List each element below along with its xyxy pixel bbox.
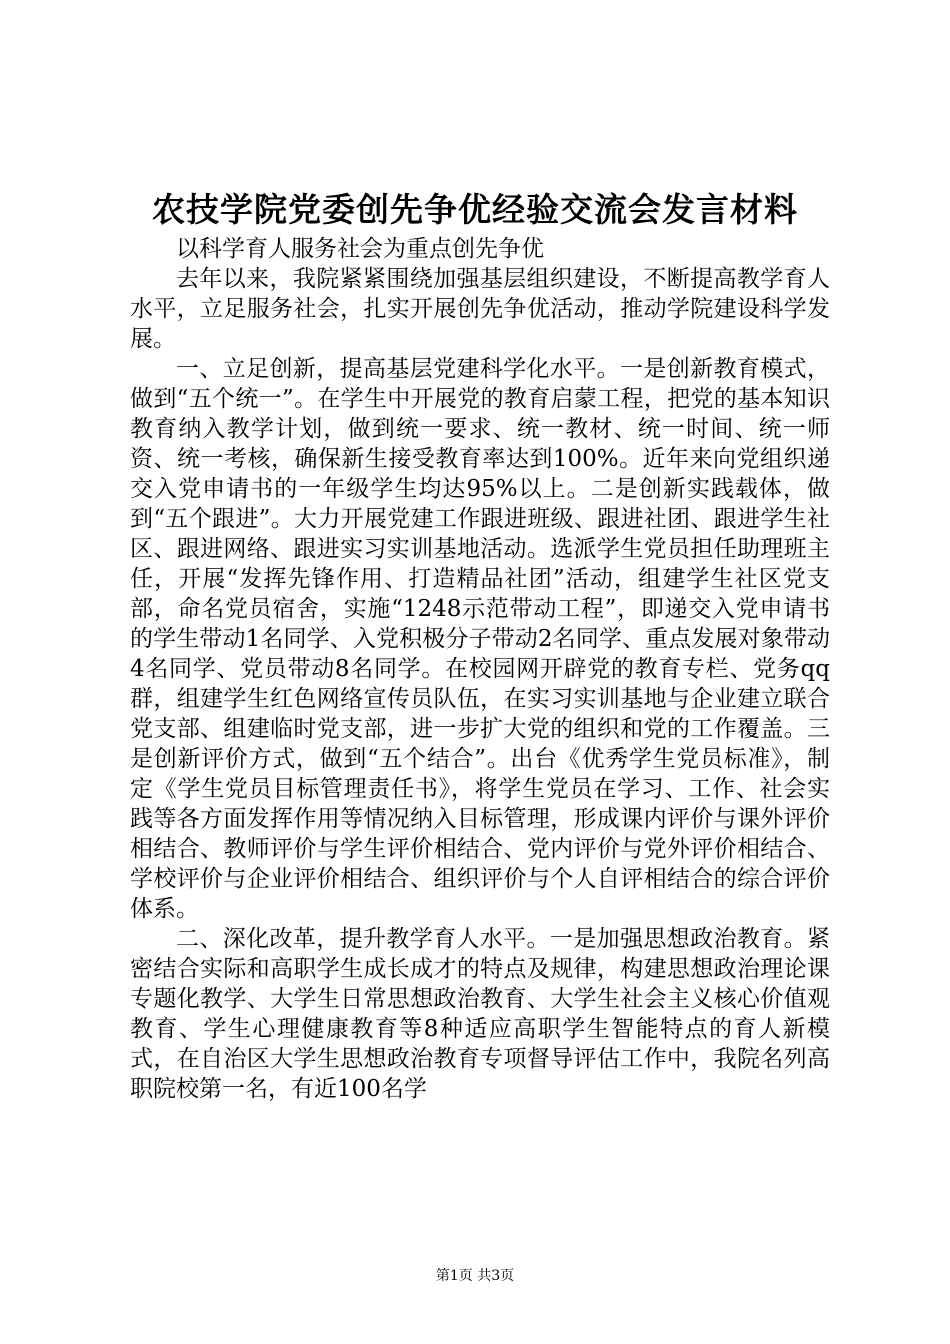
document-subtitle: 以科学育人服务社会为重点创先争优	[176, 236, 544, 262]
paragraph-section-2: 二、深化改革，提升教学育人水平。一是加强思想政治教育。紧密结合实际和高职学生成长成才的特点及规律，构建思想政治理论课专题化教学、大学生日常思想政治教育、大学生社会主义核心价值观教育、学生心理健康教育等8种适应高职学生智能特点的育人新模式，在自治区大学生思想政治教育专项督导评估工作中，我院名列高职院校第一名，有近100名学	[130, 926, 830, 1102]
document-body	[130, 234, 830, 1104]
paragraph-section-1: 一、立足创新，提高基层党建科学化水平。一是创新教育模式，做到“五个统一”。在学生中开展党的教育启蒙工程，把党的基本知识教育纳入教学计划，做到统一要求、统一教材、统一时间、统一师资、统一考核，确保新生接受教育率达到100%。近年来向党组织递交入党申请书的一年级学生均达95%以上。二是创新实践载体，做到“五个跟进”。大力开展党建工作跟进班级、跟进社团、跟进学生社区、跟进网络、跟进实习实训基地活动。选派学生党员担任助理班主任，开展“发挥先锋作用、打造精品社团”活动，组建学生社区党支部，命名党员宿舍，实施“1248示范带动工程”，即递交入党申请书的学生带动1名同学、入党积极分子带动2名同学、重点发展对象带动4名同学、党员带动8名同学。在校园网开辟党的教育专栏、党务qq群，组建学生红色网络宣传员队伍，在实习实训基地与企业建立联合党支部、组建临时党支部，进一步扩大党的组织和党的工作覆盖。三是创新评价方式，做到“五个结合”。出台《优秀学生党员标准》，制定《学生党员目标管理责任书》，将学生党员在学习、工作、社会实践等各方面发挥作用等情况纳入目标管理，形成课内评价与课外评价相结合、教师评价与学生评价相结合、党内评价与党外评价相结合、学校评价与企业评价相结合、组织评价与个人自评相结合的综合评价体系。	[130, 356, 830, 922]
document-title: 农技学院党委创先争优经验交流会发言材料	[152, 190, 798, 229]
page-footer: 第1页 共3页	[435, 1268, 515, 1284]
paragraph-intro: 去年以来，我院紧紧围绕加强基层组织建设，不断提高教学育人水平，立足服务社会，扎实开展创先争优活动，推动学院建设科学发展。	[130, 266, 830, 352]
